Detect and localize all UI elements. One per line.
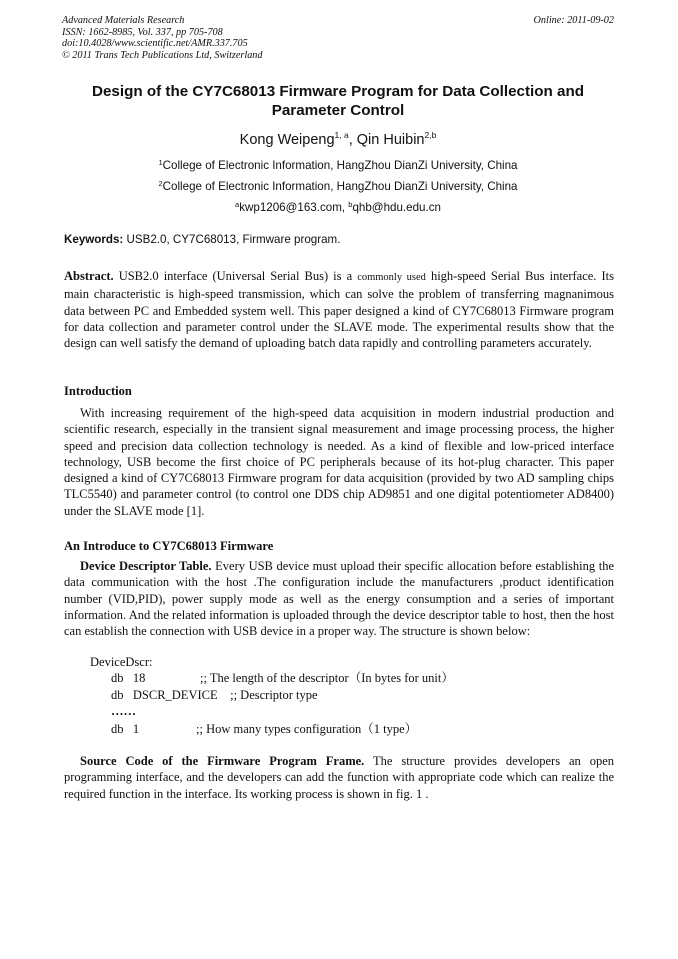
email-a: kwp1206@163.com, (239, 201, 349, 214)
section-heading-firmware: An Introduce to CY7C68013 Firmware (64, 539, 274, 553)
journal-issn: ISSN: 1662-8985, Vol. 337, pp 705-708 (62, 26, 223, 38)
abstract (64, 268, 614, 351)
introduction-paragraph: With increasing requirement of the high-speed data acquisition in modern industrial production and scientific research, especially in the transient signal measurement and image processing process, the higher speed and precision data collection technology is needed. As a kind of flexible and low-priced interface technology, USB become the first choice of PC peripherals because of its hot-plug character. This paper designed a kind of CY7C68013 Firmware program for data acquisition (provided by two AD sampling chips TLC5540) and parameter control (to control one DDS chip AD9851 and one digital potentiometer AD8400) under the SLAVE mode [1]. (64, 406, 614, 518)
journal-copyright: © 2011 Trans Tech Publications Ltd, Switzerland (62, 49, 263, 61)
email-a-marker: a (235, 200, 240, 209)
affiliation-2-marker: 2 (158, 179, 163, 188)
keywords (64, 233, 340, 247)
abstract-text-small: commonly used (357, 272, 426, 283)
affiliation-2 (62, 177, 614, 194)
code-line-1-comment: ;; The length of the descriptor（In bytes for unit） (200, 671, 454, 685)
journal-name: Advanced Materials Research (62, 15, 185, 26)
section-heading-introduction: Introduction (64, 384, 132, 398)
source-code-label: Source Code of the Firmware Program Frame. (80, 754, 365, 768)
abstract-label: Abstract. (64, 269, 114, 283)
code-ellipsis: …… (111, 704, 136, 718)
code-line-1-op: db 18 (111, 671, 146, 685)
email-b-marker: b (348, 200, 353, 209)
code-line-3-op: db 1 (111, 722, 140, 736)
journal-header (62, 15, 262, 61)
author-list (62, 126, 614, 149)
title-line-1: Design of the CY7C68013 Firmware Program for Data Collection and (91, 83, 585, 100)
affiliation-2-text: College of Electronic Information, HangZhou DianZi University, China (162, 180, 518, 193)
code-line-3-comment: ;; How many types configuration（1 type） (196, 722, 418, 736)
paper-title (62, 82, 614, 120)
author-2: Qin Huibin (356, 132, 425, 148)
affiliation-1 (62, 156, 614, 173)
abstract-text-a: USB2.0 interface (Universal Serial Bus) is a (113, 269, 358, 283)
journal-doi: doi:10.4028/www.scientific.net/AMR.337.705 (62, 38, 248, 50)
email-b: qhb@hdu.edu.cn (352, 201, 441, 214)
abstract-text-b: high-speed Serial Bus interface. Its main characteristic is high-speed transmission, which can solve the problem of transferring magnanimous data between PC and Embedded system well. This paper designed a kind of CY7C68013 Firmware program for data collection and parameter control under the SLAVE mode. The experimental results show that the design can well satisfy the demand of uploading batch data rapidly and controlling parameters accurately. (64, 269, 614, 351)
title-line-2: Parameter Control (271, 102, 405, 119)
descriptor-paragraph (64, 558, 614, 639)
code-line-2: db DSCR_DEVICE ;; Descriptor type (111, 688, 318, 702)
affiliation-1-marker: 1 (158, 158, 163, 167)
descriptor-text: Every USB device must upload their specific allocation before establishing the data communication with the host .The configuration include the manufacturers ,product identification number (VID,PID), power supply mode as well as the energy consumption and a series of important information. And the related information is uploaded through the device descriptor table to host, then the host can establish the connection with USB device in a proper way. The structure is shown below: (64, 559, 614, 639)
author-separator: , (348, 132, 357, 148)
keywords-label: Keywords: (64, 233, 124, 246)
source-code-text: The structure provides developers an open programming interface, and the developers can add the function with appropriate code which can realize the required function in the interface. Its working process is shown in fig. 1 . (64, 754, 614, 801)
online-date: Online: 2011-09-02 (533, 15, 614, 26)
affiliation-1-text: College of Electronic Information, HangZhou DianZi University, China (162, 159, 518, 172)
code-label: DeviceDscr: (90, 655, 153, 669)
author-emails (62, 198, 614, 215)
descriptor-label: Device Descriptor Table. (80, 559, 212, 573)
author-1-affiliation: 1, a (334, 130, 349, 140)
author-1: Kong Weipeng (239, 132, 335, 148)
author-2-affiliation: 2,b (424, 130, 437, 140)
keywords-text: USB2.0, CY7C68013, Firmware program. (123, 233, 341, 246)
source-code-paragraph (64, 753, 614, 802)
